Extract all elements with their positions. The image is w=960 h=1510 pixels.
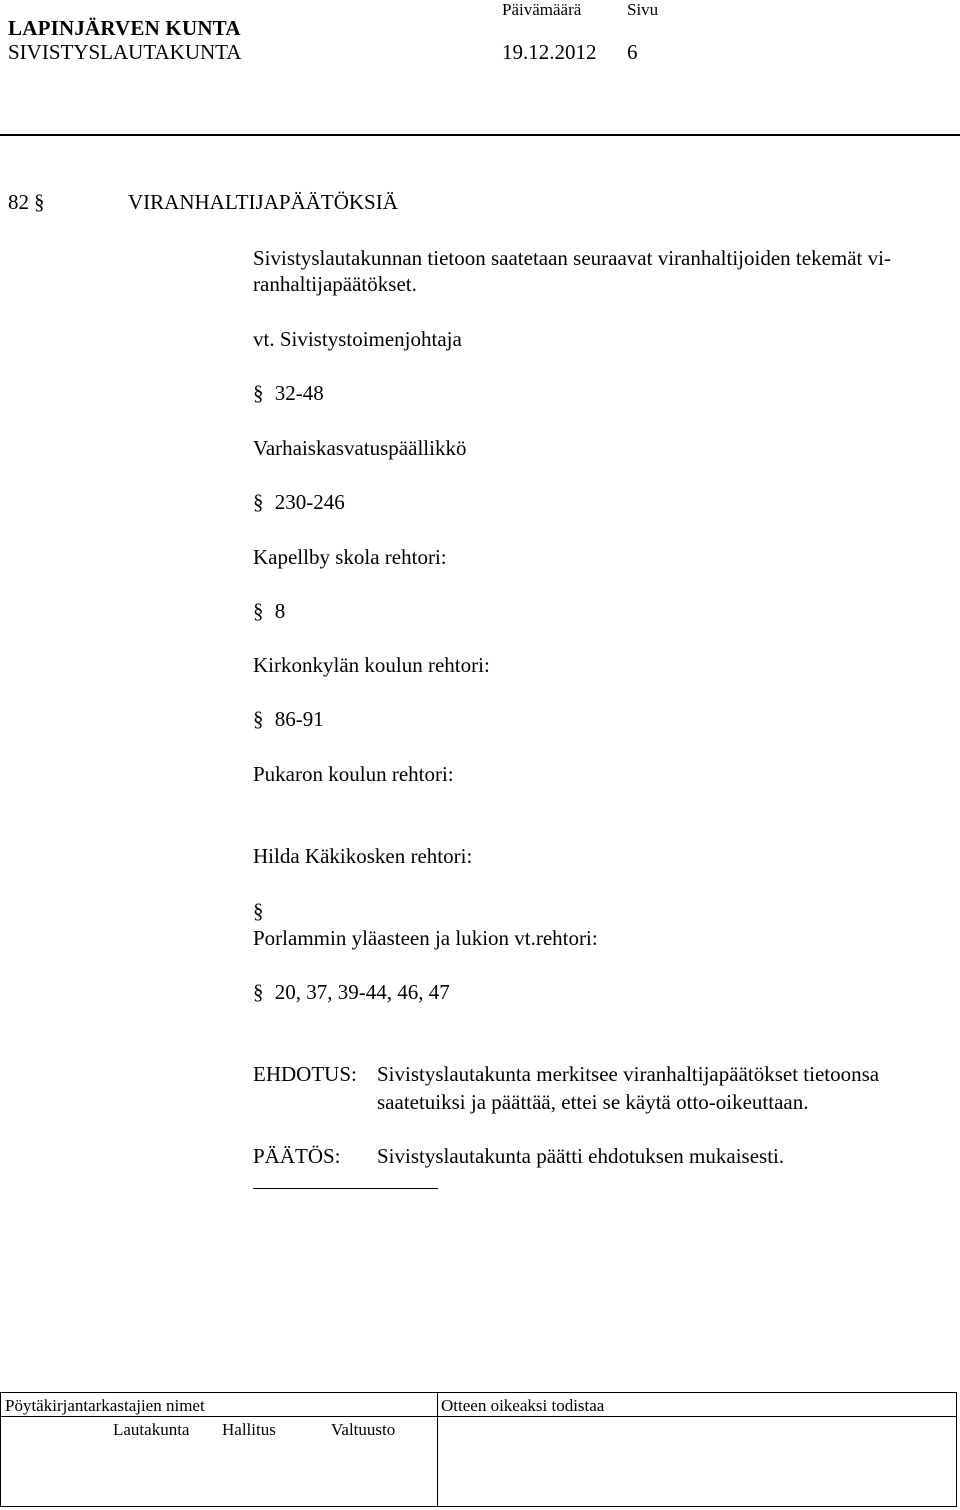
proposal-line-1: Sivistyslautakunta merkitsee viranhaltijapäätökset tietoonsa [377,1062,880,1086]
section-sign: § [253,599,264,623]
official-sections-7 [253,980,450,1004]
official-sections-4 [253,707,324,731]
official-role-5: Pukaron koulun rehtori: [253,762,454,786]
section-number: 82 [8,190,29,214]
sections-value: 86-91 [274,707,324,731]
lautakunta-label: Lautakunta [113,1420,190,1439]
official-sections-1 [253,381,324,405]
footer-rule [0,1416,957,1417]
document-date: 19.12.2012 [502,40,597,64]
municipality-name: LAPINJÄRVEN KUNTA [8,16,241,40]
section-sign: § [253,899,264,923]
hallitus-label: Hallitus [222,1420,276,1439]
section-sign: § [253,980,264,1004]
department-name: SIVISTYSLAUTAKUNTA [8,40,242,64]
section-sign: § [34,190,45,214]
official-role-2: Varhaiskasvatuspäällikkö [253,436,467,460]
sections-value: 230-246 [274,490,345,514]
date-label: Päivämäärä [502,0,582,19]
footer-divider [437,1392,438,1507]
official-role-3: Kapellby skola rehtori: [253,545,447,569]
header-divider [0,134,960,136]
official-role-1: vt. Sivistystoimenjohtaja [253,327,462,351]
section-intro [253,245,958,297]
proposal-line-2: saatetuiksi ja päättää, ettei se käytä otto-oikeuttaan. [377,1090,809,1114]
official-role-6: Hilda Käkikosken rehtori: [253,844,473,868]
official-role-4: Kirkonkylän koulun rehtori: [253,653,490,677]
official-role-7: Porlammin yläasteen ja lukion vt.rehtori: [253,926,598,950]
proposal-label: EHDOTUS: [253,1062,357,1086]
decision-text: Sivistyslautakunta päätti ehdotuksen mukaisesti. [377,1144,785,1168]
page-number: 6 [627,40,638,64]
sections-value: 20, 37, 39-44, 46, 47 [274,980,450,1004]
sections-value: 32-48 [274,381,324,405]
official-sections-2 [253,490,345,514]
section-sign: § [253,381,264,405]
page-label: Sivu [627,0,659,19]
sections-value: 8 [274,599,286,623]
certified-label: Otteen oikeaksi todistaa [441,1396,605,1415]
official-sections-3 [253,599,285,623]
decision-label: PÄÄTÖS: [253,1144,341,1168]
section-end-rule [253,1188,438,1189]
section-sign: § [253,490,264,514]
official-sections-6 [253,899,264,923]
section-title: VIRANHALTIJAPÄÄTÖKSIÄ [128,190,398,214]
reviewers-label: Pöytäkirjantarkastajien nimet [5,1396,205,1415]
intro-text: Sivistyslautakunnan tietoon saatetaan seuraavat viranhaltijoiden tekemät vi-ranhaltijapäätökset. [253,246,891,296]
section-sign: § [253,707,264,731]
valtuusto-label: Valtuusto [331,1420,396,1439]
